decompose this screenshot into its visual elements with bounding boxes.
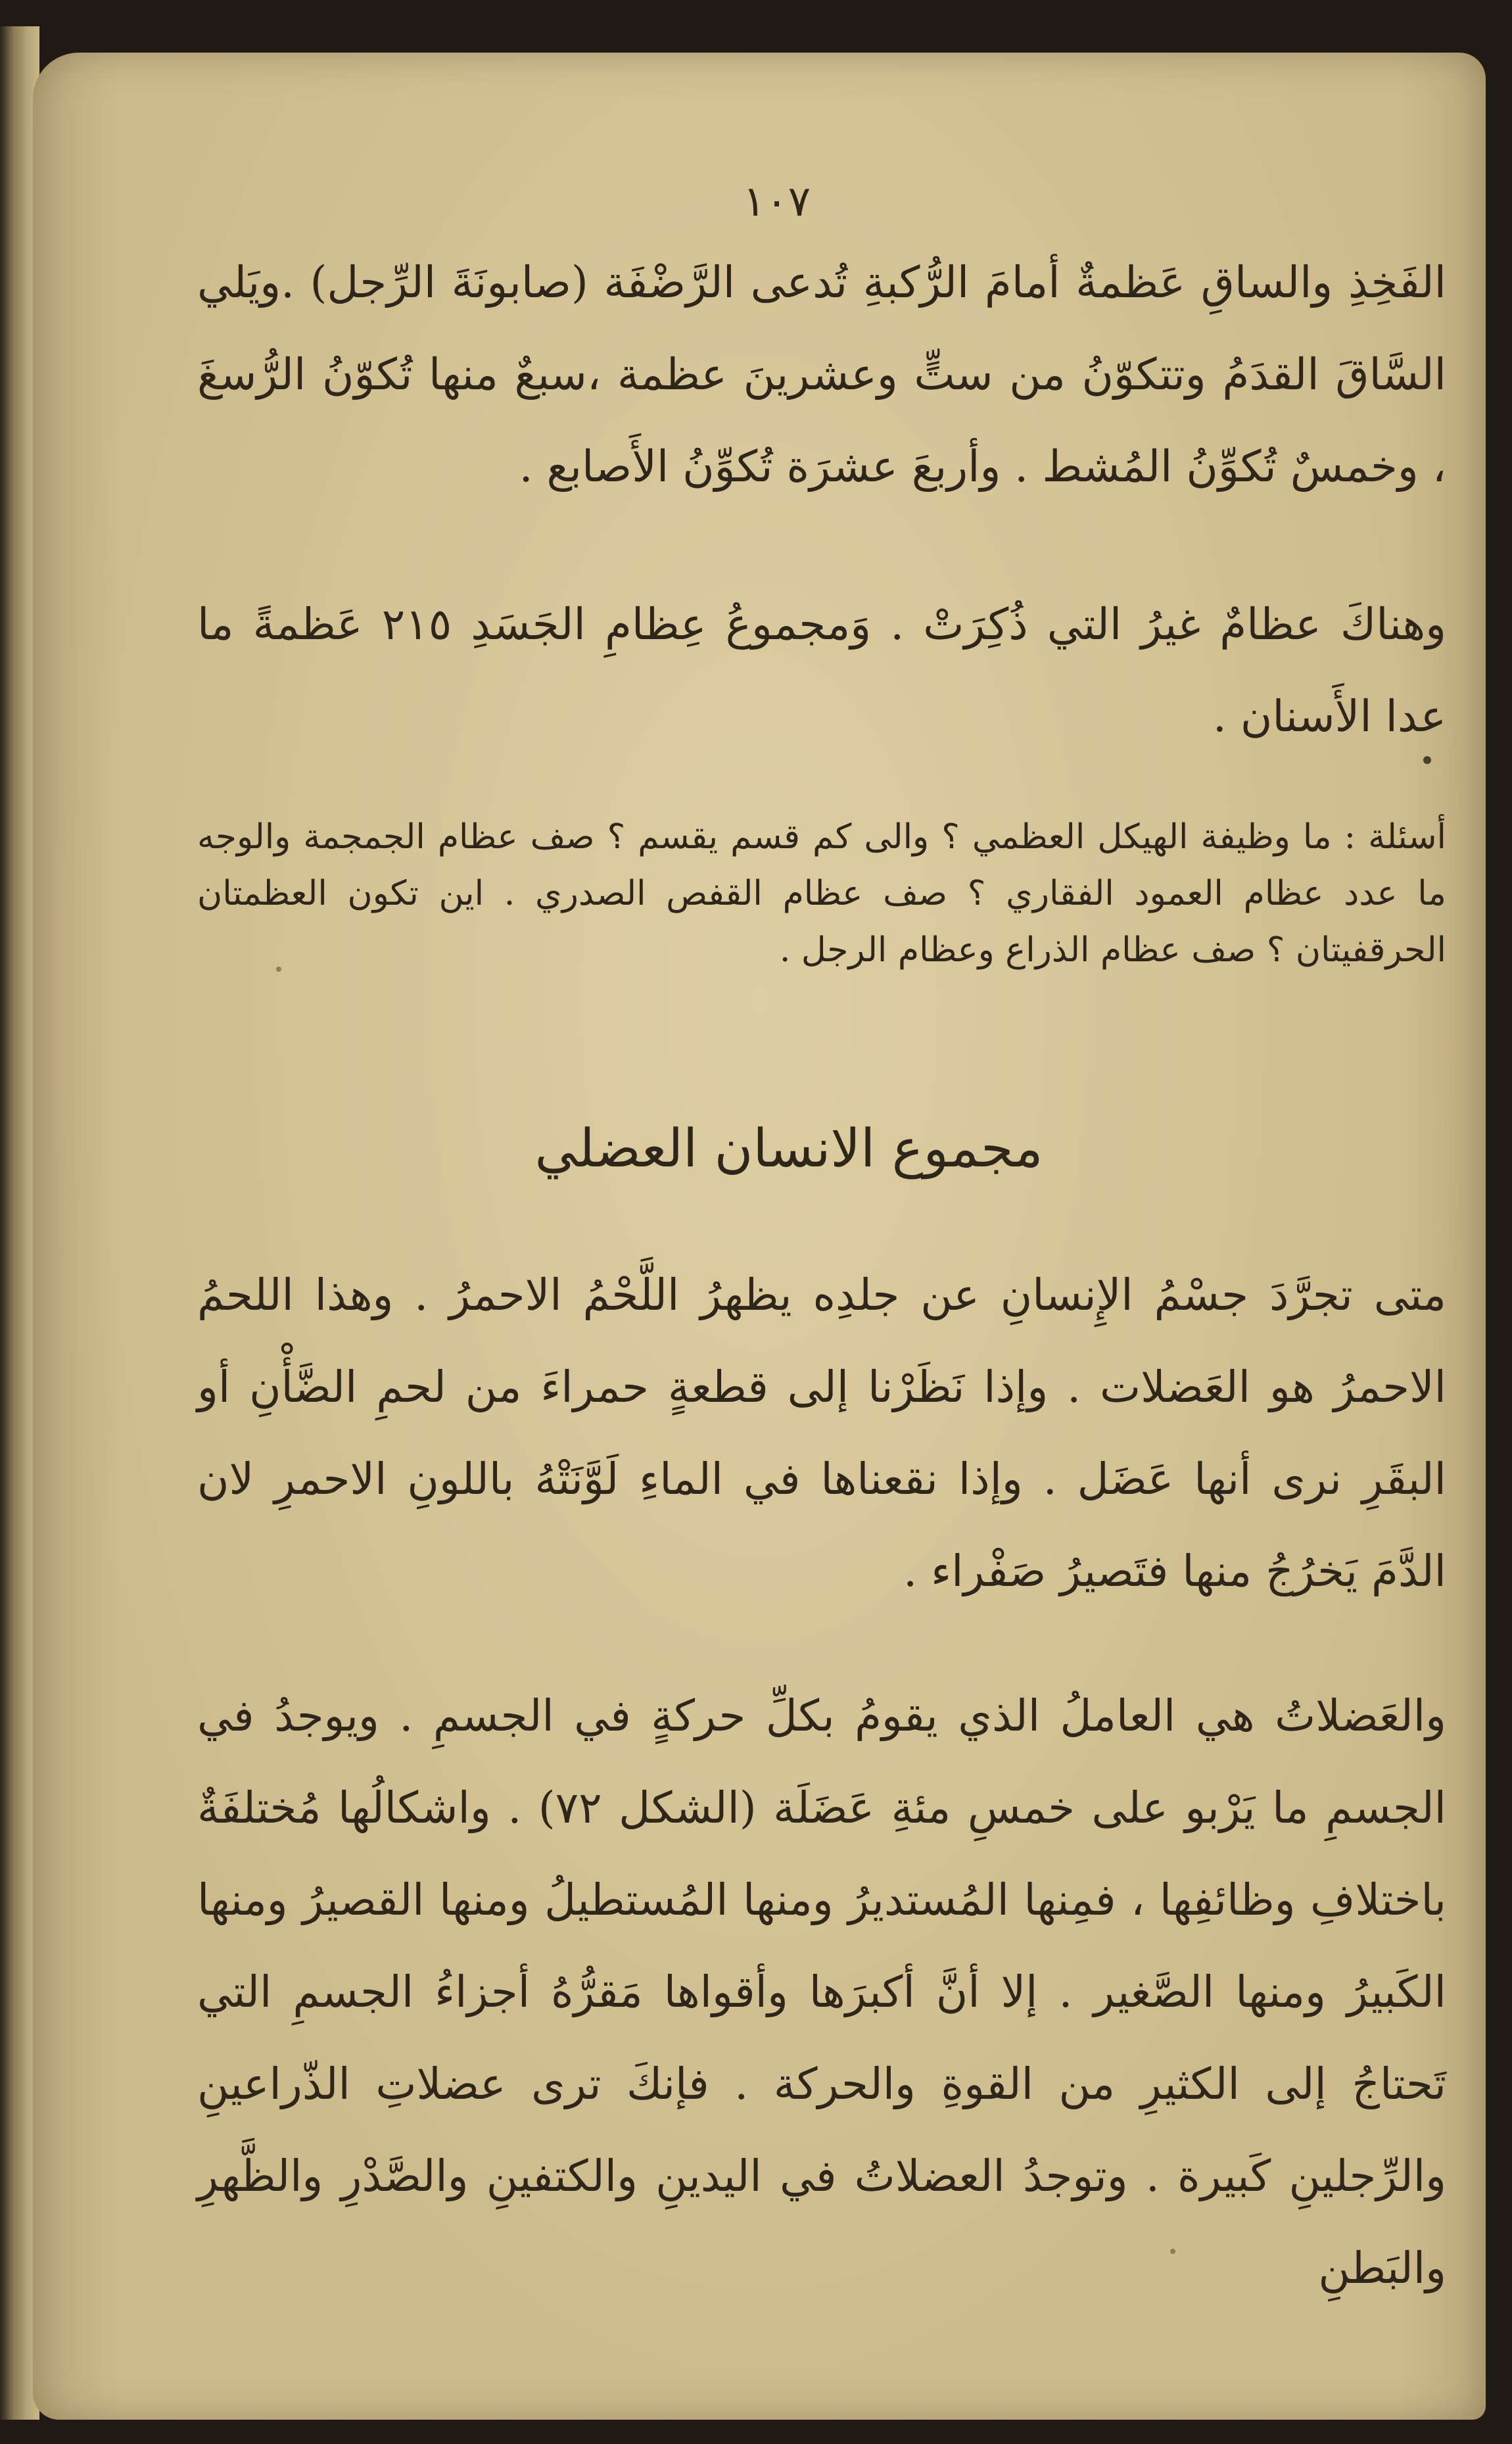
paragraph-bones-leg: الفَخِذِ والساقِ عَظمةٌ أمامَ الرُّكبةِ تُدعى الرَّضْفَة (صابونَةَ الرِّجل) .ويَلي السَّاقَ القدَمُ وتتكوّنُ من ستٍّ وعشرينَ عظمة ،سبعٌ منها تُكوّنُ الرُّسغَ ، وخمسٌ تُكوِّنُ المُشط . وأربعَ عشرَة تُكوِّنُ الأَصابع . [197, 257, 1446, 492]
paragraph-muscles-intro: متى تجرَّدَ جسْمُ الإِنسانِ عن جلدِه يظهرُ اللَّحْمُ الاحمرُ . وهذا اللحمُ الاحمرُ هو العَضلات . وإذا نَظَرْنا إلى قطعةٍ حمراءَ من لحمِ الضَّأْنِ أو البقَرِ نرى أنها عَضَل . وإذا نقعناها في الماءِ لَوَّنَتْهُ باللونِ الاحمرِ لان الدَّمَ يَخرُجُ منها فتَصيرُ صَفْراء . [197, 1270, 1446, 1596]
paper-fleck [1170, 2249, 1175, 2254]
paper-fleck [276, 967, 281, 972]
paragraph-bones-total: وهناكَ عظامٌ غيرُ التي ذُكِرَتْ . وَمجموعُ عِظامِ الجَسَدِ ٢١٥ عَظمةً ما عدا الأَسنان . [197, 599, 1447, 742]
section-heading: مجموع الانسان العضلي [534, 1118, 1043, 1179]
ink-mark [1423, 756, 1431, 764]
paragraph-muscles-function: والعَضلاتُ هي العاملُ الذي يقومُ بكلِّ حركةٍ في الجسمِ . ويوجدُ في الجسمِ ما يَرْبو على خمسِ مئةِ عَضَلَة (الشكل ٧٢) . واشكالُها مُختلفَةٌ باختلافِ وظائفِها ، فمِنها المُستديرُ ومنها المُستطيلُ ومنها القصيرُ ومنها الكَبيرُ ومنها الصَّغير . إلا أنَّ أكبرَها وأقواها مَقرُّهُ أجزاءُ الجسمِ التي تَحتاجُ إلى الكثيرِ من القوةِ والحركة . فإنكَ ترى عضلاتِ الذّراعينِ والرِّجلينِ كَبيرة . وتوجدُ العضلاتُ في اليدينِ والكتفينِ والصَّدْرِ والظَّهرِ والبَطنِ [197, 1690, 1446, 2293]
page-number: ١٠٧ [743, 178, 811, 226]
review-questions: أسئلة : ما وظيفة الهيكل العظمي ؟ والى كم قسم يقسم ؟ صف عظام الجمجمة والوجه ما عدد عظام العمود الفقاري ؟ صف عظام القفص الصدري . اين تكون العظمتان الحرقفيتان ؟ صف عظام الذراع وعظام الرجل . [197, 817, 1446, 970]
